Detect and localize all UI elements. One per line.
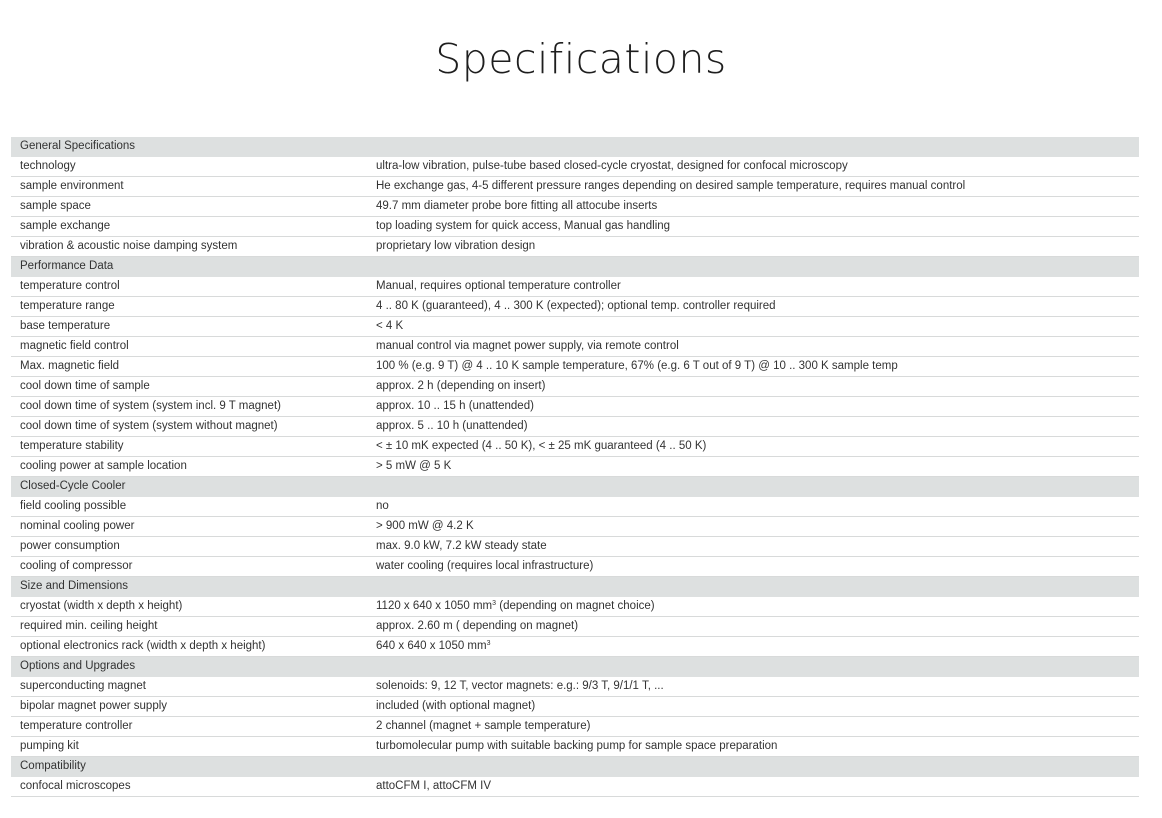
spec-value: ultra-low vibration, pulse-tube based closed-cycle cryostat, designed for confocal microscopy [376,160,848,172]
unit-exponent: 3 [486,640,491,647]
spec-value-cell [367,457,1139,477]
spec-row [11,537,1139,557]
spec-value-cell [367,417,1139,437]
section-heading: Closed-Cycle Cooler [11,477,1139,497]
spec-label: cooling power at sample location [11,457,367,477]
spec-row [11,197,1139,217]
spec-row [11,597,1139,617]
spec-label: temperature range [11,297,367,317]
spec-label: cool down time of system (system without magnet) [11,417,367,437]
spec-value: no [376,500,389,512]
spec-value-cell [367,217,1139,237]
spec-value: > 5 mW @ 5 K [376,460,452,472]
spec-value: approx. 2 h (depending on insert) [376,380,546,392]
spec-row [11,357,1139,377]
spec-value: approx. 5 .. 10 h (unattended) [376,420,528,432]
spec-value: < 4 K [376,320,404,332]
section-heading: Compatibility [11,757,1139,777]
spec-value-cell [367,317,1139,337]
spec-row [11,737,1139,757]
spec-value-cell [367,617,1139,637]
section-heading: General Specifications [11,137,1139,157]
spec-value: water cooling (requires local infrastructure) [376,560,594,572]
spec-label: bipolar magnet power supply [11,697,367,717]
spec-value: 49.7 mm diameter probe bore fitting all attocube inserts [376,200,658,212]
spec-value-cell [367,557,1139,577]
spec-value: < ± 10 mK expected (4 .. 50 K), < ± 25 mK guaranteed (4 .. 50 K) [376,440,707,452]
spec-value-cell [367,157,1139,177]
spec-value-cell [367,717,1139,737]
spec-value-cell [367,197,1139,217]
specifications-table [11,137,1139,797]
spec-value: proprietary low vibration design [376,240,536,252]
spec-value: included (with optional magnet) [376,700,536,712]
spec-row [11,417,1139,437]
section-header-row [11,757,1139,777]
section-heading: Performance Data [11,257,1139,277]
spec-label: superconducting magnet [11,677,367,697]
spec-row [11,497,1139,517]
spec-value-cell [367,497,1139,517]
unit-exponent: 3 [492,600,497,607]
spec-value-cell [367,777,1139,797]
spec-value-cell [367,377,1139,397]
spec-label: confocal microscopes [11,777,367,797]
spec-row [11,377,1139,397]
spec-label: Max. magnetic field [11,357,367,377]
spec-value: approx. 10 .. 15 h (unattended) [376,400,534,412]
spec-value-cell [367,737,1139,757]
spec-value-cell [367,537,1139,557]
spec-value: top loading system for quick access, Manual gas handling [376,220,671,232]
spec-value-cell [367,277,1139,297]
section-header-row [11,657,1139,677]
spec-row [11,637,1139,657]
specifications-table-body [11,137,1139,797]
spec-label: field cooling possible [11,497,367,517]
spec-value-cell [367,357,1139,377]
spec-value-cell [367,337,1139,357]
spec-value: 1120 x 640 x 1050 mm [376,600,493,612]
spec-value: max. 9.0 kW, 7.2 kW steady state [376,540,547,552]
spec-value-cell [367,697,1139,717]
spec-row [11,297,1139,317]
spec-label: cool down time of system (system incl. 9 T magnet) [11,397,367,417]
spec-value: manual control via magnet power supply, via remote control [376,340,679,352]
spec-value: 640 x 640 x 1050 mm [376,640,487,652]
spec-value-suffix: (depending on magnet choice) [496,600,655,612]
spec-row [11,457,1139,477]
spec-label: sample exchange [11,217,367,237]
spec-label: vibration & acoustic noise damping system [11,237,367,257]
spec-label: temperature controller [11,717,367,737]
spec-label: cryostat (width x depth x height) [11,597,367,617]
spec-row [11,277,1139,297]
spec-label: cool down time of sample [11,377,367,397]
spec-value: approx. 2.60 m ( depending on magnet) [376,620,579,632]
spec-value: 2 channel (magnet + sample temperature) [376,720,591,732]
spec-label: sample environment [11,177,367,197]
section-heading: Size and Dimensions [11,577,1139,597]
spec-row [11,217,1139,237]
section-header-row [11,137,1139,157]
spec-value: Manual, requires optional temperature controller [376,280,621,292]
spec-row [11,317,1139,337]
spec-value: solenoids: 9, 12 T, vector magnets: e.g.: 9/3 T, 9/1/1 T, ... [376,680,664,692]
spec-label: technology [11,157,367,177]
spec-value: 100 % (e.g. 9 T) @ 4 .. 10 K sample temperature, 67% (e.g. 6 T out of 9 T) @ 10 .. 300 K sample temp [376,360,898,372]
section-header-row [11,577,1139,597]
spec-row [11,677,1139,697]
page-title: Specifications [435,35,727,84]
spec-value-cell [367,297,1139,317]
spec-row [11,177,1139,197]
spec-row [11,697,1139,717]
spec-value: 4 .. 80 K (guaranteed), 4 .. 300 K (expected); optional temp. controller required [376,300,776,312]
spec-value-cell [367,177,1139,197]
spec-value-cell [367,637,1139,657]
spec-row [11,337,1139,357]
spec-value-cell [367,237,1139,257]
spec-row [11,517,1139,537]
spec-label: power consumption [11,537,367,557]
spec-row [11,617,1139,637]
spec-value: turbomolecular pump with suitable backing pump for sample space preparation [376,740,778,752]
spec-row [11,237,1139,257]
spec-value-cell [367,517,1139,537]
spec-label: cooling of compressor [11,557,367,577]
spec-value: > 900 mW @ 4.2 K [376,520,474,532]
spec-label: required min. ceiling height [11,617,367,637]
spec-label: pumping kit [11,737,367,757]
spec-label: magnetic field control [11,337,367,357]
spec-value-cell [367,677,1139,697]
spec-row [11,437,1139,457]
spec-value: attoCFM I, attoCFM IV [376,780,492,792]
spec-label: temperature stability [11,437,367,457]
section-header-row [11,477,1139,497]
spec-label: nominal cooling power [11,517,367,537]
spec-label: optional electronics rack (width x depth x height) [11,637,367,657]
spec-label: sample space [11,197,367,217]
spec-value: He exchange gas, 4-5 different pressure ranges depending on desired sample temperature, requires manual control [376,180,966,192]
section-header-row [11,257,1139,277]
spec-row [11,397,1139,417]
spec-row [11,157,1139,177]
section-heading: Options and Upgrades [11,657,1139,677]
spec-row [11,557,1139,577]
spec-label: temperature control [11,277,367,297]
spec-value-cell [367,437,1139,457]
spec-value-cell [367,597,1139,617]
spec-row [11,777,1139,797]
spec-value-cell [367,397,1139,417]
spec-label: base temperature [11,317,367,337]
spec-row [11,717,1139,737]
